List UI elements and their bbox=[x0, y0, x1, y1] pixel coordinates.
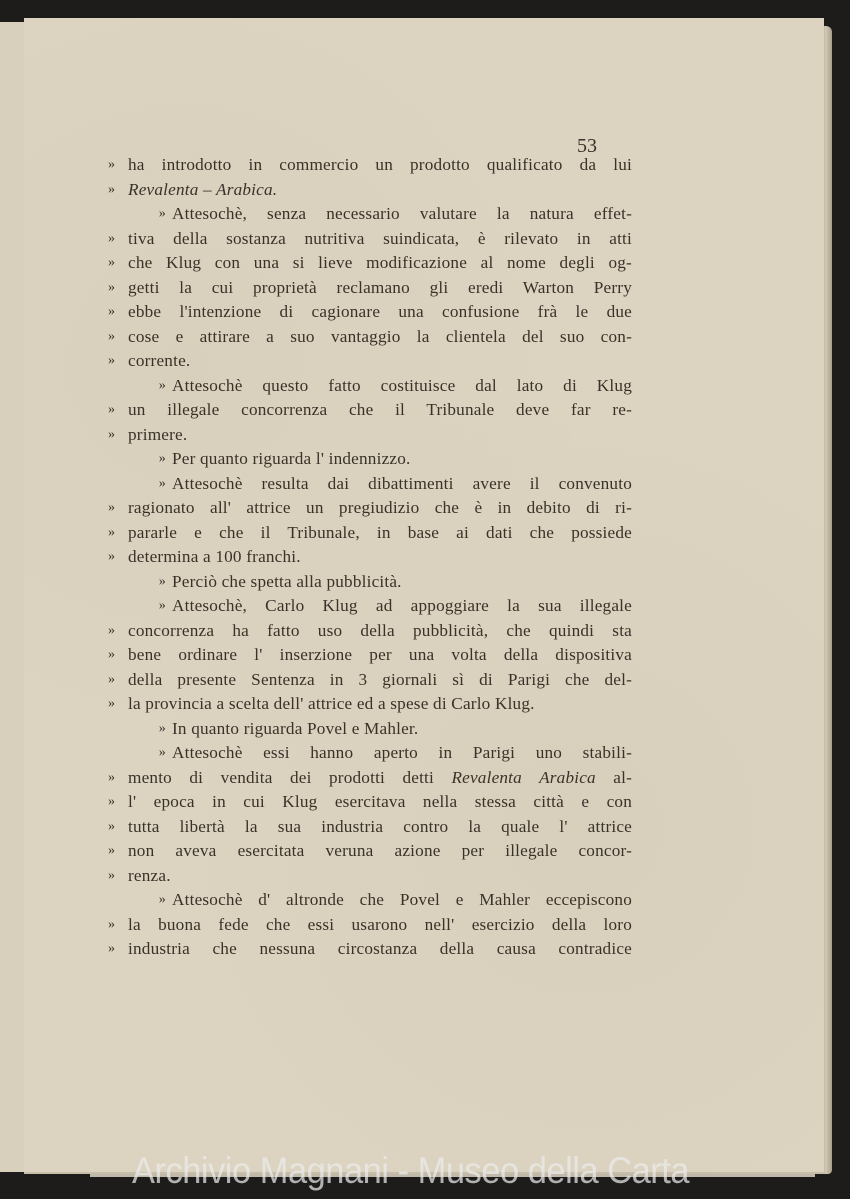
text-line bbox=[108, 643, 632, 668]
guillemet-marker: » bbox=[108, 353, 116, 368]
guillemet-marker: » bbox=[108, 500, 116, 515]
text-line bbox=[108, 251, 632, 276]
guillemet-marker: » bbox=[108, 916, 116, 932]
guillemet-marker: » bbox=[158, 720, 166, 736]
line-text: ha introdotto in commercio un prodotto qualificato da lui bbox=[128, 155, 632, 174]
line-text: cose e attirare a suo vantaggio la clientela del suo con- bbox=[128, 326, 632, 346]
guillemet-marker: » bbox=[158, 451, 166, 466]
text-line bbox=[108, 325, 632, 350]
text-line bbox=[108, 766, 632, 791]
text-line bbox=[108, 937, 632, 962]
guillemet-marker: » bbox=[108, 867, 116, 883]
line-text: Per quanto riguarda l' indennizzo. bbox=[172, 449, 411, 468]
text-line bbox=[108, 178, 632, 203]
text-line bbox=[108, 741, 632, 766]
line-text: pararle e che il Tribunale, in base ai dati che possiede bbox=[128, 522, 632, 542]
page-number: 53 bbox=[577, 135, 597, 157]
guillemet-marker: » bbox=[158, 475, 166, 491]
line-text: getti la cui proprietà reclamano gli eredi Warton Perry bbox=[128, 277, 632, 297]
italic-product-name: Revalenta Arabica bbox=[451, 767, 596, 787]
guillemet-marker: » bbox=[158, 377, 166, 393]
archive-watermark: Archivio Magnani - Museo della Carta bbox=[132, 1150, 690, 1191]
guillemet-marker: » bbox=[158, 598, 166, 613]
line-text bbox=[128, 766, 632, 791]
text-line bbox=[108, 790, 632, 815]
line-text: non aveva esercitata veruna azione per illegale concor- bbox=[128, 841, 632, 860]
guillemet-marker: » bbox=[108, 696, 116, 711]
guillemet-marker: » bbox=[108, 622, 116, 638]
text-line bbox=[108, 521, 632, 546]
text-line bbox=[108, 153, 632, 178]
guillemet-marker: » bbox=[108, 181, 116, 197]
guillemet-marker: » bbox=[158, 745, 166, 760]
text-line bbox=[108, 374, 632, 399]
guillemet-marker: » bbox=[108, 426, 116, 442]
guillemet-marker: » bbox=[158, 892, 166, 907]
line-text: bene ordinare l' inserzione per una volta della dispositiva bbox=[128, 645, 632, 664]
line-text: Attesochè resulta dai dibattimenti avere il convenuto bbox=[172, 473, 632, 493]
guillemet-marker: » bbox=[108, 843, 116, 858]
line-text: industria che nessuna circostanza della causa contradice bbox=[128, 939, 632, 958]
text-line bbox=[108, 839, 632, 864]
line-text: Attesochè essi hanno aperto in Parigi uno stabili- bbox=[172, 743, 632, 762]
guillemet-marker: » bbox=[108, 671, 116, 687]
guillemet-marker: » bbox=[108, 157, 116, 172]
text-line bbox=[108, 423, 632, 448]
line-text: ragionato all' attrice un pregiudizio che è in debito di ri- bbox=[128, 498, 632, 517]
line-text: l' epoca in cui Klug esercitava nella stessa città e con bbox=[128, 792, 632, 811]
guillemet-marker: » bbox=[108, 769, 116, 785]
line-text: della presente Sentenza in 3 giornali sì di Parigi che del- bbox=[128, 669, 632, 689]
line-text: ebbe l'intenzione di cagionare una confusione frà le due bbox=[128, 302, 632, 321]
text-line bbox=[108, 570, 632, 595]
line-text: In quanto riguarda Povel e Mahler. bbox=[172, 718, 419, 738]
guillemet-marker: » bbox=[108, 524, 116, 540]
text-line bbox=[108, 888, 632, 913]
line-text: primere. bbox=[128, 424, 188, 444]
guillemet-marker: » bbox=[108, 794, 116, 809]
text-line bbox=[108, 594, 632, 619]
line-text: che Klug con una si lieve modificazione al nome degli og- bbox=[128, 253, 632, 272]
text-line bbox=[108, 545, 632, 570]
text-line bbox=[108, 202, 632, 227]
line-text: tiva della sostanza nutritiva suindicata, è rilevato in atti bbox=[128, 228, 632, 248]
text-line bbox=[108, 276, 632, 301]
text-line bbox=[108, 398, 632, 423]
guillemet-marker: » bbox=[108, 818, 116, 834]
text-line bbox=[108, 472, 632, 497]
line-text: tutta libertà la sua industria contro la quale l' attrice bbox=[128, 816, 632, 836]
line-text: Attesochè, senza necessario valutare la natura effet- bbox=[172, 204, 632, 223]
line-text: un illegale concorrenza che il Tribunale deve far re- bbox=[128, 400, 632, 419]
text-line bbox=[108, 815, 632, 840]
text-segment: mento di vendita dei prodotti detti bbox=[128, 767, 452, 787]
guillemet-marker: » bbox=[108, 941, 116, 956]
text-line bbox=[108, 619, 632, 644]
guillemet-marker: » bbox=[108, 230, 116, 246]
line-text: Attesochè, Carlo Klug ad appoggiare la sua illegale bbox=[172, 596, 632, 615]
text-line bbox=[108, 692, 632, 717]
text-line bbox=[108, 864, 632, 889]
guillemet-marker: » bbox=[108, 328, 116, 344]
line-text: Attesochè questo fatto costituisce dal lato di Klug bbox=[172, 375, 632, 395]
body-text bbox=[108, 153, 632, 962]
guillemet-marker: » bbox=[108, 402, 116, 417]
guillemet-marker: » bbox=[108, 279, 116, 295]
guillemet-marker: » bbox=[158, 206, 166, 221]
text-line bbox=[108, 717, 632, 742]
text-line bbox=[108, 349, 632, 374]
guillemet-marker: » bbox=[108, 255, 116, 270]
guillemet-marker: » bbox=[108, 549, 116, 564]
text-line bbox=[108, 300, 632, 325]
guillemet-marker: » bbox=[108, 304, 116, 319]
text-line bbox=[108, 447, 632, 472]
text-segment: al- bbox=[595, 767, 632, 787]
line-text: Attesochè d' altronde che Povel e Mahler eccepiscono bbox=[172, 890, 632, 909]
facing-page-edge bbox=[0, 22, 25, 1172]
line-text: concorrenza ha fatto uso della pubblicità, che quindi sta bbox=[128, 620, 632, 640]
line-text: Revalenta – Arabica. bbox=[128, 179, 278, 199]
text-line bbox=[108, 496, 632, 521]
line-text: Perciò che spetta alla pubblicità. bbox=[172, 571, 402, 591]
line-text: corrente. bbox=[128, 351, 191, 370]
line-text: determina a 100 franchi. bbox=[128, 547, 301, 566]
guillemet-marker: » bbox=[158, 573, 166, 589]
guillemet-marker: » bbox=[108, 647, 116, 662]
text-line bbox=[108, 668, 632, 693]
text-line bbox=[108, 227, 632, 252]
line-text: renza. bbox=[128, 865, 171, 885]
line-text: la buona fede che essi usarono nell' esercizio della loro bbox=[128, 914, 632, 934]
text-line bbox=[108, 913, 632, 938]
line-text: la provincia a scelta dell' attrice ed a spese di Carlo Klug. bbox=[128, 694, 535, 713]
